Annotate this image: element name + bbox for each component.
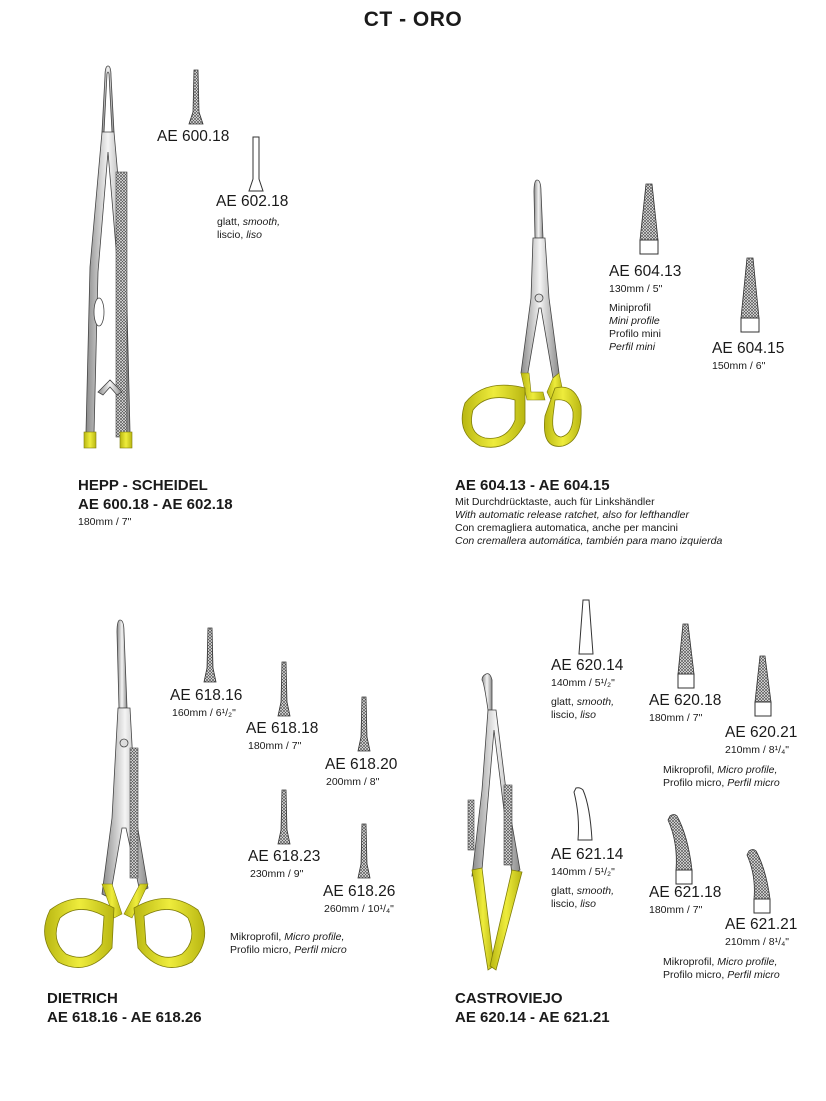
tip-620-18-code: AE 620.18 — [649, 692, 722, 709]
tip-621-14-size: 140mm / 5¹/₂" — [551, 866, 615, 878]
hepp-scheidel-needle-holder-image — [70, 62, 145, 452]
tip-621-14-icon — [568, 786, 598, 844]
tip-621-18-icon — [664, 812, 700, 886]
tip-618-23-size: 230mm / 9" — [250, 868, 304, 880]
ae604-range: AE 604.13 - AE 604.15 — [455, 477, 610, 494]
castroviejo-range: AE 620.14 - AE 621.21 — [455, 1009, 610, 1026]
tip-618-16-size: 160mm / 6¹/₂" — [172, 707, 236, 719]
tip-618-23-icon — [275, 788, 293, 846]
page-title: CT - ORO — [363, 8, 463, 31]
tip-602-18-icon — [246, 135, 266, 193]
dietrich-name: DIETRICH — [47, 990, 118, 1007]
tip-618-20-size: 200mm / 8" — [326, 776, 380, 788]
tip-618-26-size: 260mm / 10¹/₄" — [324, 903, 394, 915]
tip-600-18-icon — [186, 68, 206, 126]
castroviejo-needle-holder-image — [460, 670, 530, 980]
tip-621-21-code: AE 621.21 — [725, 916, 798, 933]
hepp-name: HEPP - SCHEIDEL — [78, 477, 208, 494]
dietrich-range: AE 618.16 - AE 618.26 — [47, 1009, 202, 1026]
tip-620-14-code: AE 620.14 — [551, 657, 624, 674]
castroviejo-note-620: Mikroprofil, Micro profile, Profilo micro, Perfil micro — [663, 764, 780, 789]
tip-618-18-icon — [275, 660, 293, 718]
tip-604-15-code: AE 604.15 — [712, 340, 785, 357]
hepp-range: AE 600.18 - AE 602.18 — [78, 496, 233, 513]
tip-620-21-size: 210mm / 8¹/₄" — [725, 744, 790, 756]
tip-618-18-size: 180mm / 7" — [248, 740, 302, 752]
tip-618-20-icon — [355, 695, 373, 753]
tip-618-18-code: AE 618.18 — [246, 720, 319, 737]
tip-600-18-code: AE 600.18 — [157, 128, 230, 145]
tip-621-18-size: 180mm / 7" — [649, 904, 703, 916]
tip-618-23-code: AE 618.23 — [248, 848, 321, 865]
tip-620-18-icon — [673, 622, 699, 690]
tip-620-21-code: AE 620.21 — [725, 724, 798, 741]
tip-604-13-icon — [636, 182, 662, 256]
tip-620-14-icon — [574, 598, 598, 656]
castroviejo-name: CASTROVIEJO — [455, 990, 563, 1007]
tip-602-18-note: glatt, smooth, liscio, liso — [217, 216, 281, 241]
dietrich-note: Mikroprofil, Micro profile, Profilo micro, Perfil micro — [230, 931, 347, 956]
tip-620-14-size: 140mm / 5¹/₂" — [551, 677, 615, 689]
tip-621-18-code: AE 621.18 — [649, 884, 722, 901]
tip-604-13-code: AE 604.13 — [609, 263, 682, 280]
tip-621-21-size: 210mm / 8¹/₄" — [725, 936, 790, 948]
tip-621-14-code: AE 621.14 — [551, 846, 624, 863]
tip-602-18-code: AE 602.18 — [216, 193, 289, 210]
tip-604-13-size: 130mm / 5" — [609, 283, 663, 295]
tip-618-16-icon — [201, 626, 219, 684]
tip-618-20-code: AE 618.20 — [325, 756, 398, 773]
tip-621-21-icon — [744, 847, 778, 915]
dietrich-needle-holder-image — [38, 618, 218, 980]
tip-604-15-icon — [737, 256, 763, 334]
ae604-needle-holder-image — [455, 178, 585, 458]
tip-621-14-note: glatt, smooth, liscio, liso — [551, 885, 615, 910]
tip-618-26-icon — [355, 822, 373, 880]
castroviejo-note-621: Mikroprofil, Micro profile, Profilo micro, Perfil micro — [663, 956, 780, 981]
tip-620-14-note: glatt, smooth, liscio, liso — [551, 696, 615, 721]
tip-618-26-code: AE 618.26 — [323, 883, 396, 900]
hepp-size: 180mm / 7" — [78, 516, 132, 528]
tip-620-18-size: 180mm / 7" — [649, 712, 703, 724]
ae604-description: Mit Durchdrücktaste, auch für Linkshändler With automatic release ratchet, also for lefthandler Con cremagliera automatica, anche per mancini Con cremallera automática, también para mano izquierda — [455, 496, 723, 547]
tip-604-15-size: 150mm / 6" — [712, 360, 766, 372]
tip-618-16-code: AE 618.16 — [170, 687, 243, 704]
tip-604-13-note: Miniprofil Mini profile Profilo mini Perfil mini — [609, 302, 661, 353]
tip-620-21-icon — [751, 654, 775, 718]
